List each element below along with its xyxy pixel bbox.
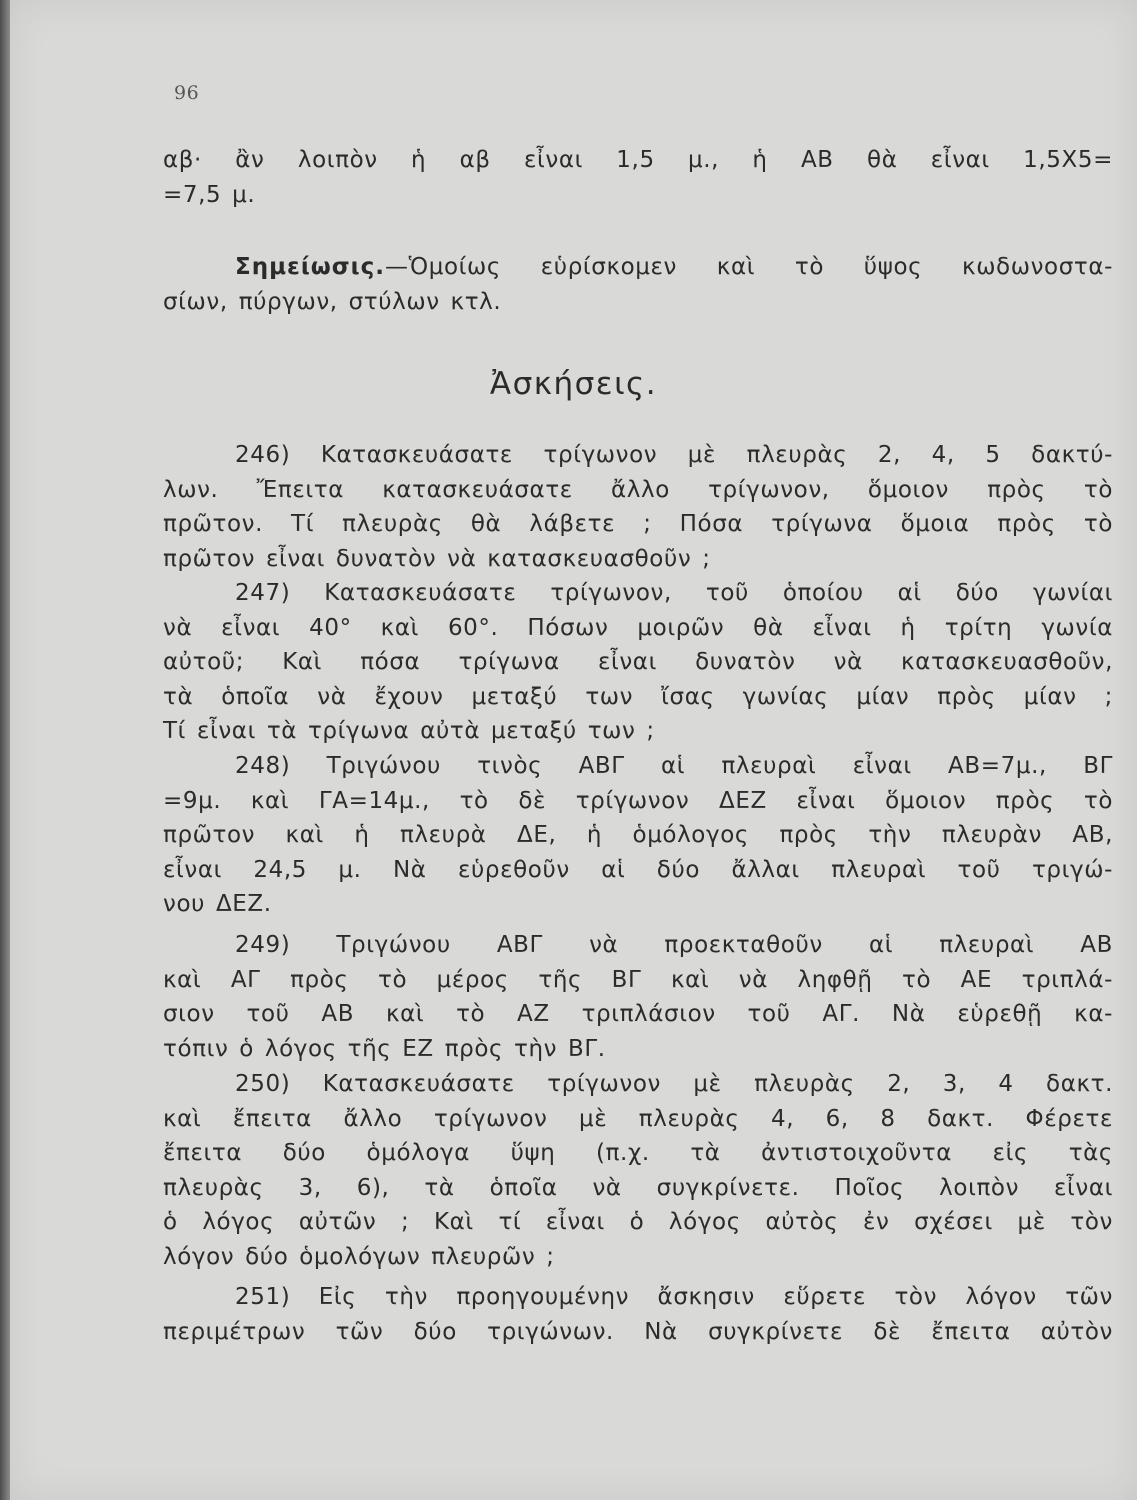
exercise-251 <box>163 1280 1113 1349</box>
intro-line: =7,5 μ. <box>163 181 256 208</box>
exercise-line: αὐτοῦ; Καὶ πόσα τρίγωνα εἶναι δυνατὸν νὰ κατασκευασθοῦν, <box>163 649 1113 675</box>
exercise-249 <box>163 928 1113 1066</box>
exercise-line: λων. Ἔπειτα κατασκευάσατε ἄλλο τρίγωνον, ὅμοιον πρὸς τὸ <box>163 476 1113 503</box>
intro-paragraph <box>163 143 1113 212</box>
exercise-line: πρῶτον εἶναι δυνατὸν νὰ κατασκευασθοῦν ; <box>163 545 711 572</box>
exercise-line: 250) Κατασκευάσατε τρίγωνον μὲ πλευρὰς 2, 3, 4 δακτ. <box>235 1071 1113 1097</box>
intro-line: αβ· ἂν λοιπὸν ἡ αβ εἶναι 1,5 μ., ἡ ΑΒ θὰ εἶναι 1,5Χ5= <box>163 147 1113 173</box>
exercise-250 <box>163 1067 1113 1274</box>
exercise-line: περιμέτρων τῶν δύο τριγώνων. Νὰ συγκρίνετε δὲ ἔπειτα αὐτὸν <box>163 1318 1113 1345</box>
page-number: 96 <box>174 82 200 104</box>
exercise-line: καὶ ἔπειτα ἄλλο τρίγωνον μὲ πλευρὰς 4, 6, 8 δακτ. Φέρετε <box>163 1105 1113 1132</box>
page-edge-shadow <box>0 0 10 1500</box>
exercise-line: 248) Τριγώνου τινὸς ΑΒΓ αἱ πλευραὶ εἶναι ΑΒ=7μ., ΒΓ <box>235 753 1113 779</box>
exercise-line: πρῶτον. Τί πλευρὰς θὰ λάβετε ; Πόσα τρίγωνα ὅμοια πρὸς τὸ <box>163 511 1113 537</box>
exercise-line: εἶναι 24,5 μ. Νὰ εὑρεθοῦν αἱ δύο ἄλλαι πλευραὶ τοῦ τριγώ- <box>163 856 1113 883</box>
note-line: σίων, πύργων, στύλων κτλ. <box>163 288 502 315</box>
exercise-line: 249) Τριγώνου ΑΒΓ νὰ προεκταθοῦν αἱ πλευραὶ ΑΒ <box>235 932 1113 958</box>
exercise-248 <box>163 749 1113 922</box>
exercise-line: Τί εἶναι τὰ τρίγωνα αὐτὰ μεταξύ των ; <box>163 718 655 744</box>
exercise-line: τόπιν ὁ λόγος τῆς ΕΖ πρὸς τὴν ΒΓ. <box>163 1035 606 1062</box>
note-label: Σημείωσις. <box>235 254 386 280</box>
exercise-line: 247) Κατασκευάσατε τρίγωνον, τοῦ ὁποίου αἱ δύο γωνίαι <box>235 580 1113 606</box>
exercise-line: 246) Κατασκευάσατε τρίγωνον μὲ πλευρὰς 2, 4, 5 δακτύ- <box>235 442 1113 468</box>
exercise-line: πλευρὰς 3, 6), τὰ ὁποῖα νὰ συγκρίνετε. Ποῖος λοιπὸν εἶναι <box>163 1174 1113 1201</box>
exercise-line: πρῶτον καὶ ἡ πλευρὰ ΔΕ, ἡ ὁμόλογος πρὸς τὴν πλευρὰν ΑΒ, <box>163 822 1113 848</box>
exercise-line: νου ΔΕΖ. <box>163 891 272 917</box>
note-paragraph <box>163 250 1113 319</box>
exercise-246 <box>163 438 1113 576</box>
note-line: —Ὁμοίως εὑρίσκομεν καὶ τὸ ὕψος κωδωνοστα- <box>385 254 1113 280</box>
exercise-line: καὶ ΑΓ πρὸς τὸ μέρος τῆς ΒΓ καὶ νὰ ληφθῇ τὸ ΑΕ τριπλά- <box>163 966 1113 993</box>
exercise-line: λόγον δύο ὁμολόγων πλευρῶν ; <box>163 1243 555 1270</box>
exercise-line: νὰ εἶναι 40° καὶ 60°. Πόσων μοιρῶν θὰ εἶναι ἡ τρίτη γωνία <box>163 614 1113 641</box>
exercise-line: =9μ. καὶ ΓΑ=14μ., τὸ δὲ τρίγωνον ΔΕΖ εἶναι ὅμοιον πρὸς τὸ <box>163 787 1113 814</box>
book-page <box>10 0 1137 1500</box>
exercise-line: σιον τοῦ ΑΒ καὶ τὸ ΑΖ τριπλάσιον τοῦ ΑΓ. Νὰ εὑρεθῇ κα- <box>163 1001 1113 1027</box>
exercise-line: ἔπειτα δύο ὁμόλογα ὕψη (π.χ. τὰ ἀντιστοιχοῦντα εἰς τὰς <box>163 1140 1113 1166</box>
exercise-line: 251) Εἰς τὴν προηγουμένην ἄσκησιν εὕρετε τὸν λόγον τῶν <box>235 1284 1113 1310</box>
exercise-line: ὁ λόγος αὐτῶν ; Καὶ τί εἶναι ὁ λόγος αὐτὸς ἐν σχέσει μὲ τὸν <box>163 1209 1113 1235</box>
exercise-247 <box>163 576 1113 749</box>
exercise-line: τὰ ὁποῖα νὰ ἔχουν μεταξύ των ἴσας γωνίας μίαν πρὸς μίαν ; <box>163 683 1113 710</box>
section-heading: Ἀσκήσεις. <box>489 366 658 402</box>
note-first-line <box>163 250 1113 285</box>
